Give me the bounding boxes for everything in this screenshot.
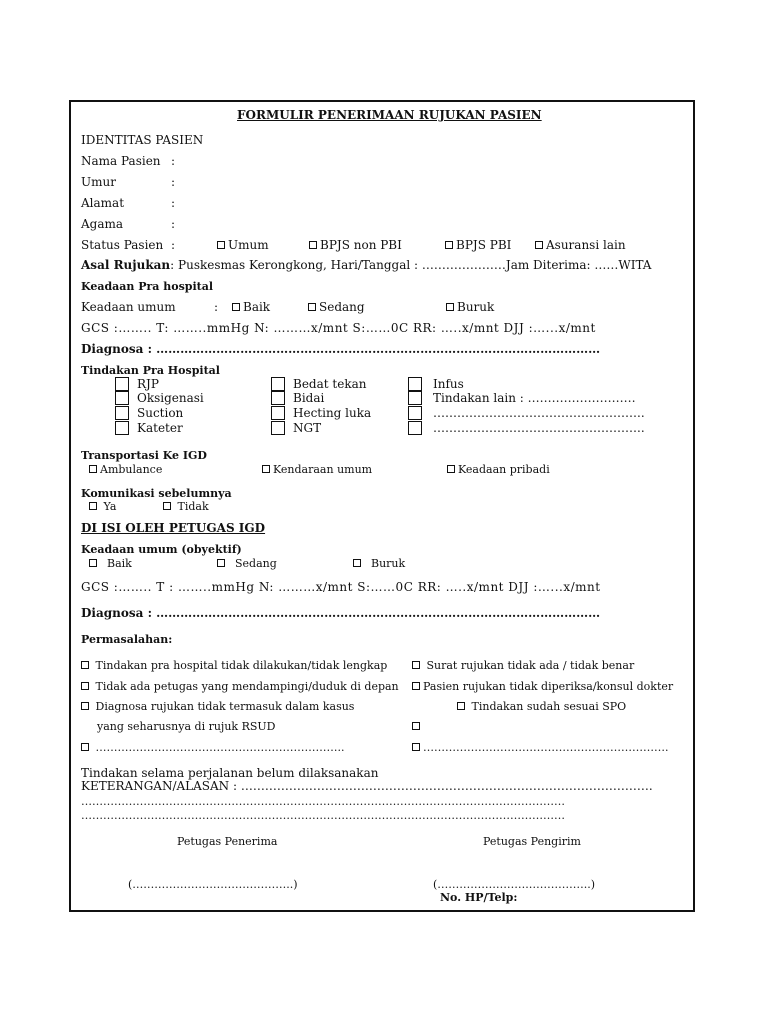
checkbox-icon[interactable] <box>412 682 420 690</box>
checkbox-rjp[interactable] <box>115 377 129 391</box>
igd-keadaan-label: Keadaan umum (obyektif) <box>81 543 242 556</box>
checkbox-icon[interactable] <box>309 241 317 249</box>
masalah-right-1[interactable]: Surat rujukan tidak ada / tidak benar <box>412 659 634 673</box>
checkbox-icon[interactable] <box>217 241 225 249</box>
checkbox-icon[interactable] <box>446 303 454 311</box>
pra-keadaan-label: Keadaan umum <box>81 300 176 314</box>
transportasi-heading: Transportasi Ke IGD <box>81 449 207 462</box>
form-title: FORMULIR PENERIMAAN RUJUKAN PASIEN <box>237 108 542 122</box>
checkbox-bidai[interactable] <box>271 391 285 405</box>
checkbox-tindakan-lain[interactable] <box>408 391 422 405</box>
phone-label: No. HP/Telp: <box>440 891 518 904</box>
checkbox-icon[interactable] <box>412 743 420 751</box>
checkbox-infus[interactable] <box>408 377 422 391</box>
igd-vitals: GCS :…….. T : ……..mmHg N: ………x/mnt S:……0C RR: …..x/mnt DJJ :…...x/mnt <box>81 580 601 594</box>
masalah-left-blank[interactable]: ………………………………………………………….. <box>81 741 345 755</box>
komunikasi-tidak[interactable]: Tidak <box>163 500 209 514</box>
transport-ambulance[interactable]: Ambulance <box>89 463 162 477</box>
igd-keadaan-sedang[interactable]: Sedang <box>217 557 277 571</box>
checkbox-bedat-tekan[interactable] <box>271 377 285 391</box>
transport-keadaan-pribadi[interactable]: Keadaan pribadi <box>447 463 550 477</box>
checkbox-suction[interactable] <box>115 406 129 420</box>
pra-keadaan-baik[interactable]: Baik <box>232 300 270 314</box>
field-umur-colon: : <box>171 175 176 189</box>
checkbox-ngt[interactable] <box>271 421 285 435</box>
field-nama-label: Nama Pasien <box>81 154 161 168</box>
tindakan-lain: Tindakan lain : ……………………… <box>433 391 636 405</box>
masalah-right-2[interactable]: Pasien rujukan tidak diperiksa/konsul dokter <box>412 680 673 694</box>
field-agama-label: Agama <box>81 217 124 231</box>
tindakan-kateter: Kateter <box>137 421 183 435</box>
pra-keadaan-buruk[interactable]: Buruk <box>446 300 494 314</box>
tindakan-bidai: Bidai <box>293 391 325 405</box>
checkbox-blank-2[interactable] <box>408 421 422 435</box>
pra-keadaan-sedang[interactable]: Sedang <box>308 300 365 314</box>
igd-keadaan-baik[interactable]: Baik <box>89 557 132 571</box>
checkbox-icon[interactable] <box>217 559 225 567</box>
masalah-left-3-cont: yang seharusnya di rujuk RSUD <box>97 720 276 733</box>
checkbox-blank-1[interactable] <box>408 406 422 420</box>
keterangan-alasan: KETERANGAN/ALASAN : …………………………………………………………………………………………. <box>81 779 653 793</box>
status-option-bpjs-non-pbi[interactable]: BPJS non PBI <box>309 238 402 252</box>
tindakan-infus: Infus <box>433 377 464 391</box>
tindakan-suction: Suction <box>137 406 184 420</box>
checkbox-icon[interactable] <box>89 559 97 567</box>
tindakan-ngt: NGT <box>293 421 322 435</box>
asal-rujukan: Asal Rujukan: Puskesmas Kerongkong, Hari/Tanggal : …………………Jam Diterima: ……WITA <box>81 258 652 272</box>
tindakan-hecting: Hecting luka <box>293 406 372 420</box>
tindakan-rjp: RJP <box>137 377 159 391</box>
masalah-left-1[interactable]: Tindakan pra hospital tidak dilakukan/tidak lengkap <box>81 659 387 673</box>
tindakan-bedat-tekan: Bedat tekan <box>293 377 367 391</box>
status-option-bpjs-pbi[interactable]: BPJS PBI <box>445 238 511 252</box>
checkbox-icon[interactable] <box>412 661 420 669</box>
igd-keadaan-buruk[interactable]: Buruk <box>353 557 405 571</box>
checkbox-icon[interactable] <box>89 502 97 510</box>
pengirim-signature-blank: (…………………….……………..) <box>433 878 596 891</box>
pra-vitals: GCS :…….. T: ……..mmHg N: ………x/mnt S:……0C RR: …..x/mnt DJJ :…...x/mnt <box>81 321 596 335</box>
checkbox-icon[interactable] <box>447 465 455 473</box>
komunikasi-ya[interactable]: Ya <box>89 500 116 514</box>
checkbox-icon[interactable] <box>457 702 465 710</box>
checkbox-icon[interactable] <box>81 661 89 669</box>
masalah-right-blank[interactable]: …………………………………………………………. <box>412 741 669 755</box>
masalah-right-4[interactable] <box>412 720 423 734</box>
pra-diagnosa: Diagnosa : ………………………………………………………………………………………………… <box>81 342 601 356</box>
field-umur-label: Umur <box>81 175 116 189</box>
petugas-pengirim: Petugas Pengirim <box>483 835 581 848</box>
petugas-penerima: Petugas Penerima <box>177 835 278 848</box>
pra-keadaan-colon: : <box>214 300 219 314</box>
tindakan-oksigenasi: Oksigenasi <box>137 391 204 405</box>
checkbox-icon[interactable] <box>353 559 361 567</box>
tindakan-blank-2: …………………………………………….. <box>433 421 645 435</box>
keterangan-line-1: …………………………………………………………………………………………………………………… <box>81 795 565 808</box>
status-colon: : <box>171 238 176 252</box>
penerima-signature-blank: (……………………………………..) <box>128 878 298 891</box>
checkbox-icon[interactable] <box>412 722 420 730</box>
permasalahan-heading: Permasalahan: <box>81 633 173 646</box>
komunikasi-heading: Komunikasi sebelumnya <box>81 487 232 500</box>
checkbox-icon[interactable] <box>445 241 453 249</box>
field-alamat-colon: : <box>171 196 176 210</box>
masalah-left-3[interactable]: Diagnosa rujukan tidak termasuk dalam kasus <box>81 700 354 714</box>
checkbox-oksigenasi[interactable] <box>115 391 129 405</box>
status-label: Status Pasien <box>81 238 164 252</box>
checkbox-icon[interactable] <box>535 241 543 249</box>
identitas-heading: IDENTITAS PASIEN <box>81 133 204 147</box>
tindakan-selama: Tindakan selama perjalanan belum dilaksanakan <box>81 766 379 780</box>
checkbox-icon[interactable] <box>262 465 270 473</box>
tindakan-pra-heading: Tindakan Pra Hospital <box>81 364 220 377</box>
checkbox-icon[interactable] <box>81 682 89 690</box>
checkbox-kateter[interactable] <box>115 421 129 435</box>
field-agama-colon: : <box>171 217 176 231</box>
igd-diagnosa: Diagnosa : ………………………………………………………………………………………………… <box>81 606 601 620</box>
status-option-umum[interactable]: Umum <box>217 238 269 252</box>
tindakan-blank-1: …………………………………………….. <box>433 406 645 420</box>
field-alamat-label: Alamat <box>81 196 125 210</box>
pra-hospital-heading: Keadaan Pra hospital <box>81 280 214 293</box>
masalah-right-3[interactable]: Tindakan sudah sesuai SPO <box>457 700 626 714</box>
checkbox-icon[interactable] <box>232 303 240 311</box>
masalah-left-2[interactable]: Tidak ada petugas yang mendampingi/duduk di depan <box>81 680 399 694</box>
igd-heading: DI ISI OLEH PETUGAS IGD <box>81 521 266 535</box>
keterangan-line-2: …………………………………………………………………………………………………………………… <box>81 809 565 822</box>
status-option-asuransi[interactable]: Asuransi lain <box>535 238 626 252</box>
field-nama-colon: : <box>171 154 176 168</box>
checkbox-icon[interactable] <box>81 702 89 710</box>
transport-kendaraan-umum[interactable]: Kendaraan umum <box>262 463 372 477</box>
checkbox-icon[interactable] <box>163 502 171 510</box>
checkbox-icon[interactable] <box>89 465 97 473</box>
checkbox-hecting[interactable] <box>271 406 285 420</box>
checkbox-icon[interactable] <box>81 743 89 751</box>
checkbox-icon[interactable] <box>308 303 316 311</box>
